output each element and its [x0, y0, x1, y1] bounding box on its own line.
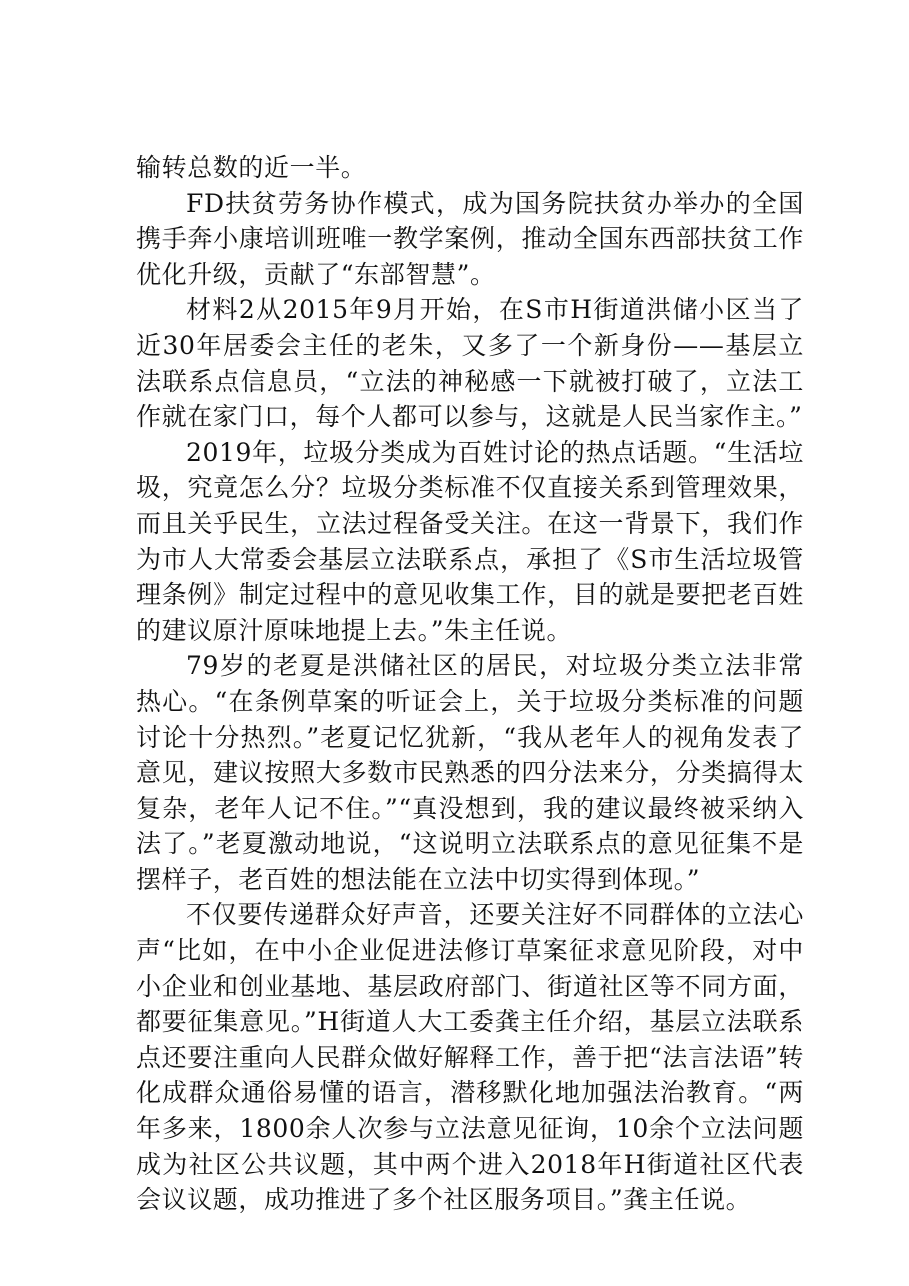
paragraph-legislative-voices: 不仅要传递群众好声音，还要关注好不同群体的立法心声“比如，在中小企业促进法修订草案征求意见阶段，对中小企业和创业基地、基层政府部门、街道社区等不同方面，都要征集意见。”H街道人大工委龚主任介绍，基层立法联系点还要注重向人民群众做好解释工作，善于把“法言法语”转化成群众通俗易懂的语言，潜移默化地加强法治教育。“两年多来，1800余人次参与立法意见征询，10余个立法问题成为社区公共议题，其中两个进入2018年H街道社区代表会议议题，成功推进了多个社区服务项目。”龚主任说。 [136, 900, 804, 1215]
paragraph-material-2: 材料2从2015年9月开始，在S市H街道洪储小区当了近30年居委会主任的老朱，又多了一个新身份——基层立法联系点信息员，“立法的神秘感一下就被打破了，立法工作就在家门口，每个人都可以参与，这就是人民当家作主。” [136, 295, 804, 432]
paragraph-continuation: 输转总数的近一半。 [136, 153, 367, 182]
paragraph-garbage-sorting: 2019年，垃圾分类成为百姓讨论的热点话题。“生活垃圾，究竟怎么分？垃圾分类标准不仅直接关系到管理效果，而且关乎民生，立法过程备受关注。在这一背景下，我们作为市人大常委会基层立法联系点，承担了《S市生活垃圾管理条例》制定过程中的意见收集工作，目的就是要把老百姓的建议原汁原味地提上去。”朱主任说。 [136, 437, 804, 645]
document-body [136, 150, 804, 1218]
paragraph-lao-xia: 79岁的老夏是洪储社区的居民，对垃圾分类立法非常热心。“在条例草案的听证会上，关于垃圾分类标准的问题讨论十分热烈。”老夏记忆犹新，“我从老年人的视角发表了意见，建议按照大多数市民熟悉的四分法来分，分类搞得太复杂，老年人记不住。”“真没想到，我的建议最终被采纳入法了。”老夏激动地说，“这说明立法联系点的意见征集不是摆样子，老百姓的想法能在立法中切实得到体现。” [136, 651, 804, 894]
paragraph-fd-poverty-model: FD扶贫劳务协作模式，成为国务院扶贫办举办的全国携手奔小康培训班唯一教学案例，推动全国东西部扶贫工作优化升级，贡献了“东部智慧”。 [136, 188, 804, 289]
